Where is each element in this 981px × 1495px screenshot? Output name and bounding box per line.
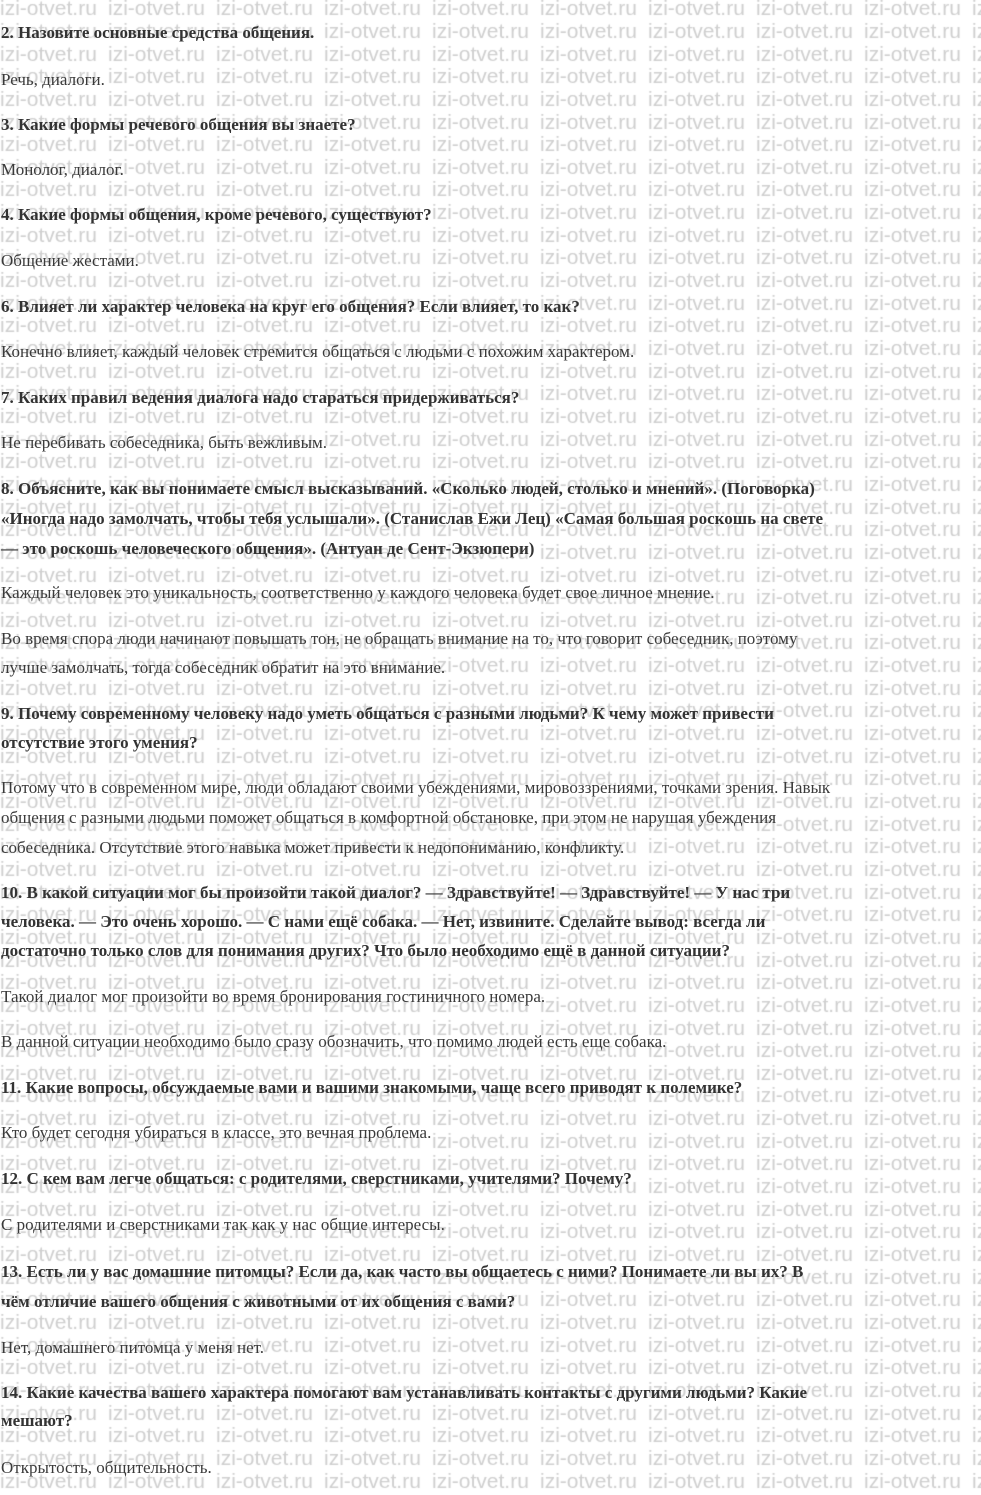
question-line: отсутствие этого умения? (1, 733, 198, 752)
answer-line: Каждый человек это уникальность, соответственно у каждого человека будет свое личное мнение. (1, 583, 715, 602)
answer-line: лучше замолчать, тогда собеседник обратит на это внимание. (1, 658, 446, 677)
question-line: 2. Назовите основные средства общения. (1, 23, 315, 42)
question-line: мешают? (1, 1411, 73, 1430)
answer-line: Во время спора люди начинают повышать тон, не обращать внимание на то, что говорит собеседник, поэтому (1, 629, 798, 648)
answer-line: собеседника. Отсутствие этого навыка может привести к недопониманию, конфликту. (1, 838, 625, 857)
answer-line: Конечно влияет, каждый человек стремится общаться с людьми с похожим характером. (1, 342, 635, 361)
question-line: 10. В какой ситуации мог бы произойти такой диалог? — Здравствуйте! — Здравствуйте! — У нас три (1, 883, 791, 902)
question-line: 13. Есть ли у вас домашние питомцы? Если да, как часто вы общаетесь с ними? Понимаете ли вы их? В (1, 1262, 804, 1281)
question-line: 12. С кем вам легче общаться: с родителями, сверстниками, учителями? Почему? (1, 1169, 632, 1188)
answer-line: общения с разными людьми поможет общаться в комфортной обстановке, при этом не нарушая убеждения (1, 808, 777, 827)
question-line: 11. Какие вопросы, обсуждаемые вами и вашими знакомыми, чаще всего приводят к полемике? (1, 1078, 743, 1097)
answer-line: Такой диалог мог произойти во время бронирования гостиничного номера. (1, 987, 546, 1006)
question-line: 9. Почему современному человеку надо уметь общаться с разными людьми? К чему может привести (1, 704, 774, 723)
question-line: 8. Объясните, как вы понимаете смысл высказываний. «Сколько людей, столько и мнений». (Поговорка) (1, 479, 815, 498)
question-line: 3. Какие формы речевого общения вы знаете? (1, 115, 356, 134)
answer-line: Не перебивать собеседника, быть вежливым. (1, 433, 328, 452)
question-line: — это роскошь человеческого общения». (Антуан де Сент-Экзюпери) (1, 539, 535, 558)
answer-line: Речь, диалоги. (1, 70, 105, 89)
question-line: 7. Каких правил ведения диалога надо стараться придерживаться? (1, 388, 520, 407)
question-line: 6. Влияет ли характер человека на круг его общения? Если влияет, то как? (1, 297, 580, 316)
question-line: чём отличие вашего общения с животными от их общения с вами? (1, 1292, 516, 1311)
question-line: 14. Какие качества вашего характера помогают вам устанавливать контакты с другими людьми? Какие (1, 1383, 808, 1402)
question-line: 4. Какие формы общения, кроме речевого, существуют? (1, 205, 432, 224)
question-line: «Иногда надо замолчать, чтобы тебя услышали». (Станислав Ежи Лец) «Самая большая роскошь на свете (1, 509, 824, 528)
question-line: достаточно только слов для понимания других? Что было необходимо ещё в данной ситуации? (1, 941, 730, 960)
answer-line: В данной ситуации необходимо было сразу обозначить, что помимо людей есть еще собака. (1, 1032, 667, 1051)
answer-line: Общение жестами. (1, 251, 139, 270)
answer-line: Монолог, диалог. (1, 160, 124, 179)
answer-line: Кто будет сегодня убираться в классе, это вечная проблема. (1, 1123, 432, 1142)
answer-line: Нет, домашнего питомца у меня нет. (1, 1338, 265, 1357)
question-line: человека. — Это очень хорошо. — С нами ещё собака. — Нет, извините. Сделайте вывод: всегда ли (1, 912, 766, 931)
answer-line: С родителями и сверстниками так как у нас общие интересы. (1, 1215, 445, 1234)
answer-line: Открытость, общительность. (1, 1458, 212, 1477)
answer-line: Потому что в современном мире, люди обладают своими убеждениями, мировоззрениями, точками зрения. Навык (1, 778, 831, 797)
